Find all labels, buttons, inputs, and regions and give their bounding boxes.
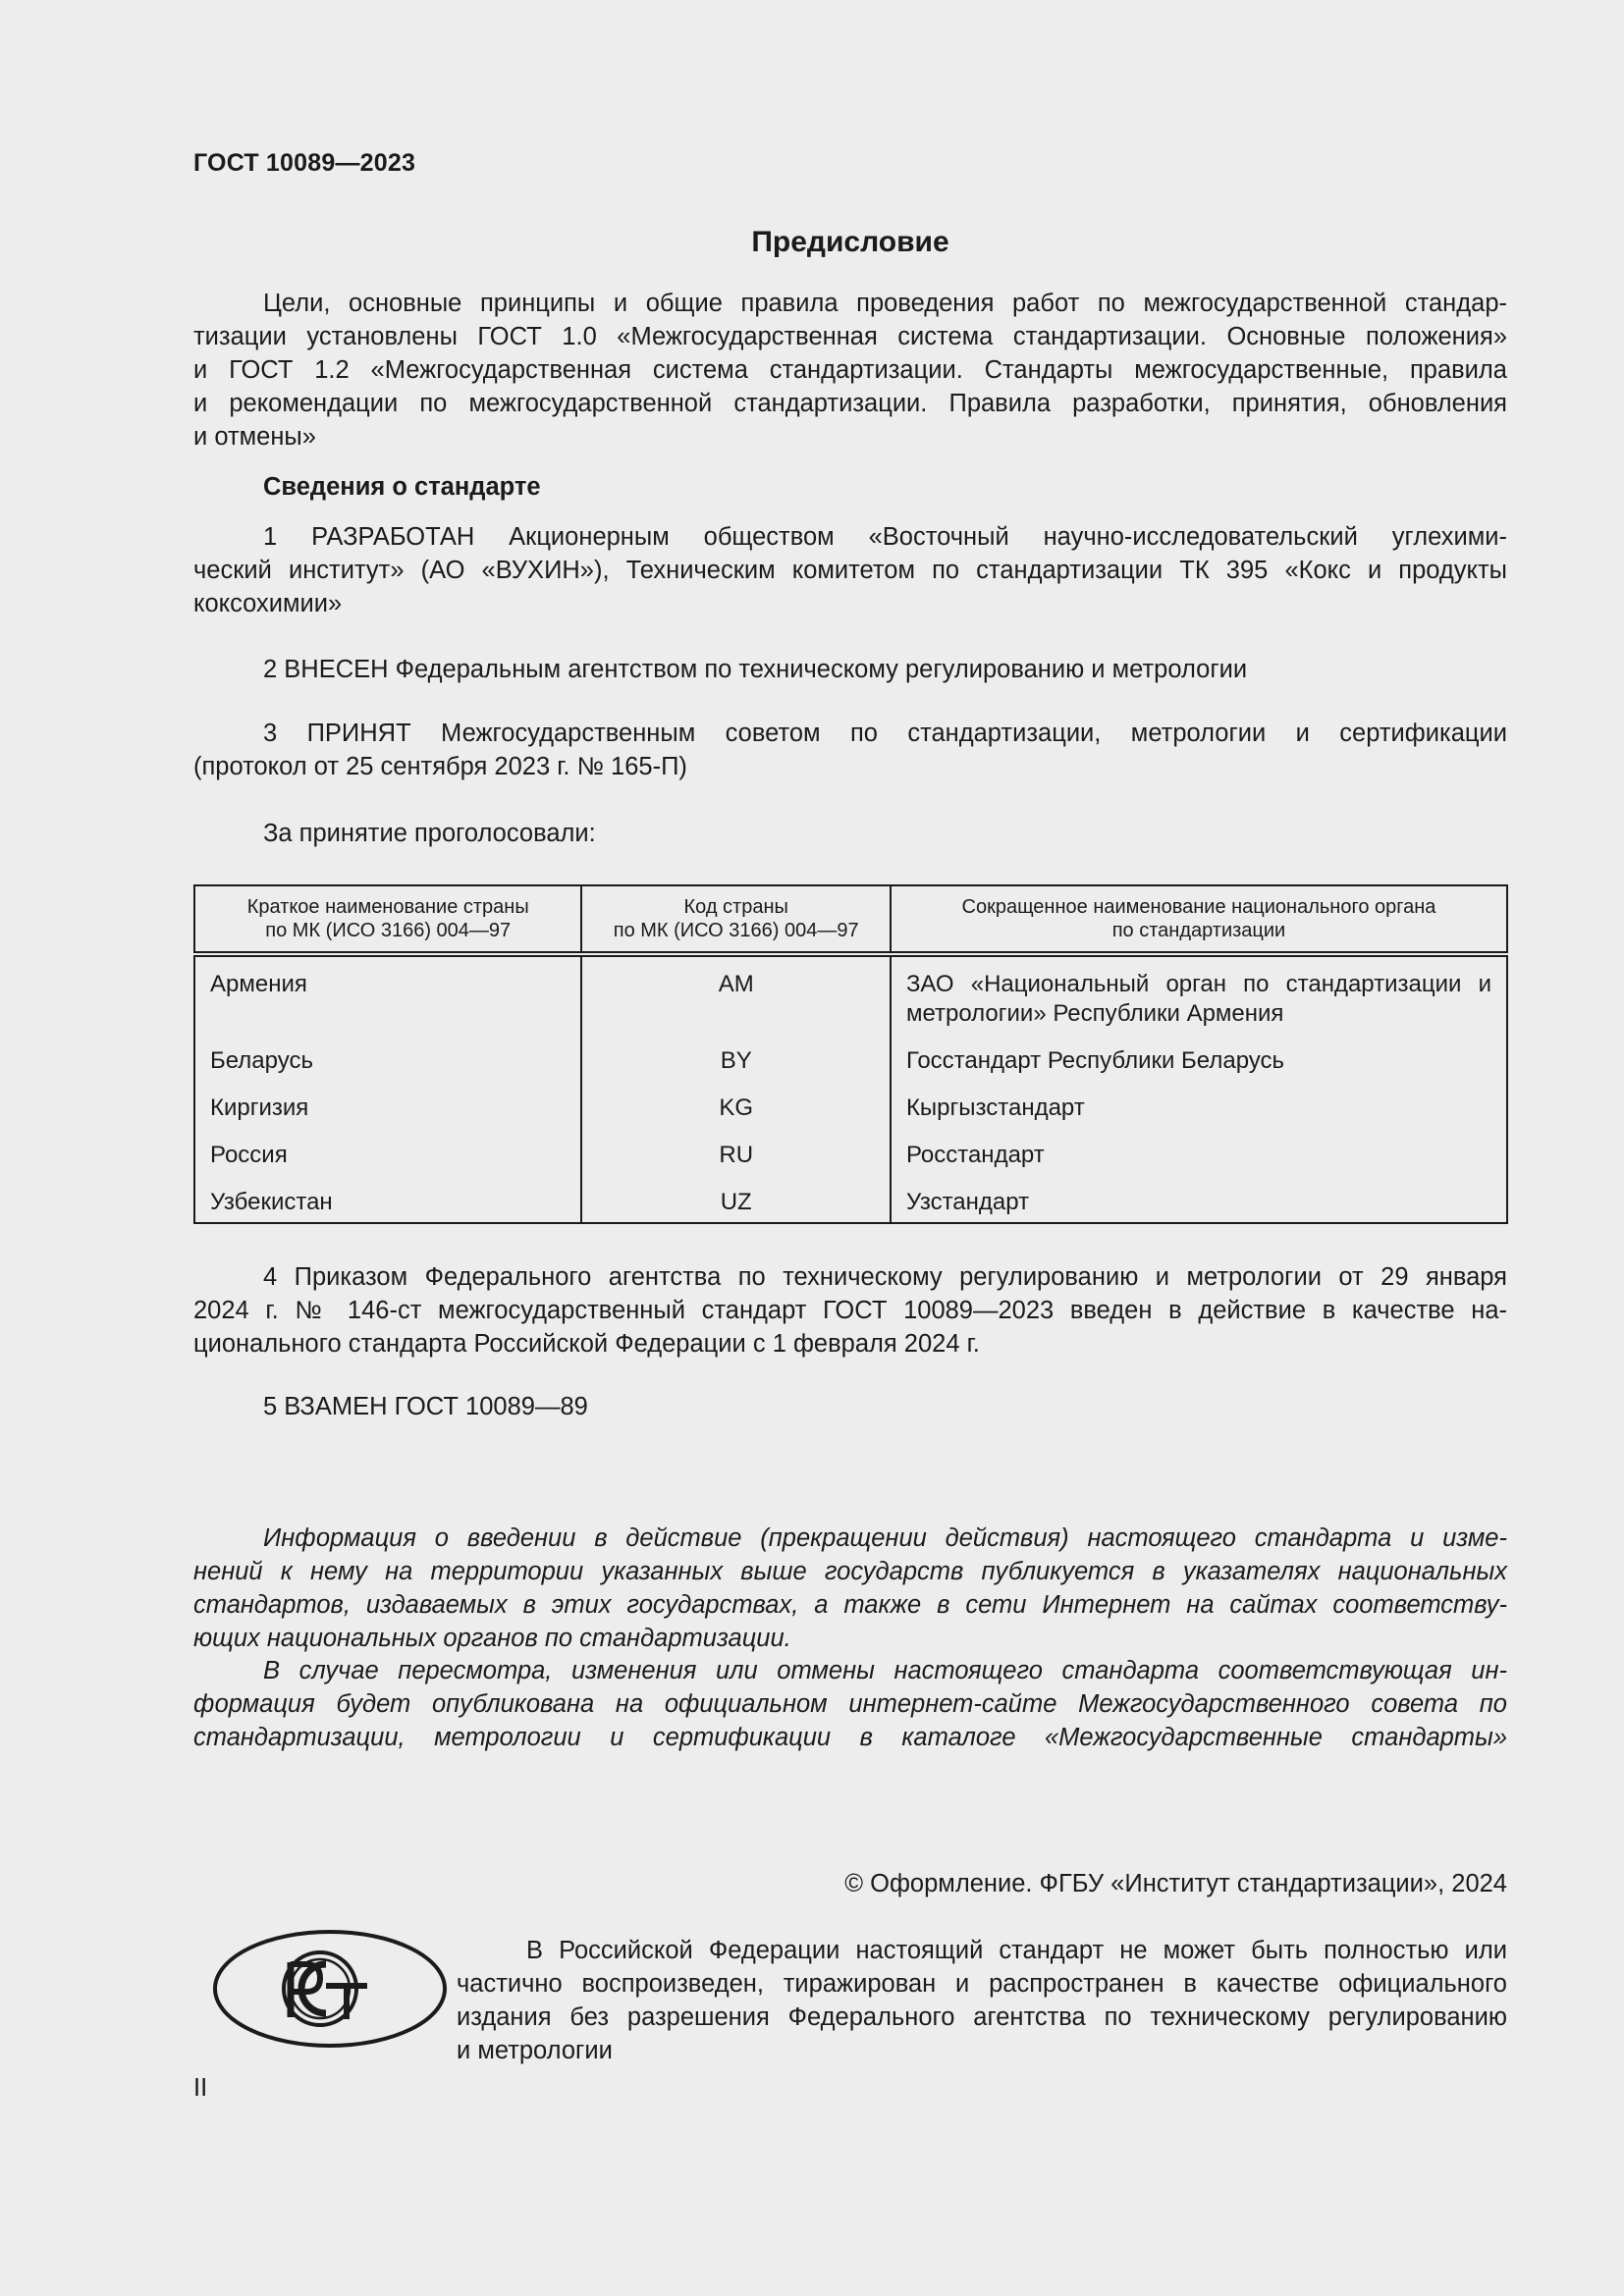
table-row	[194, 1038, 1507, 1085]
cell-body: ЗАО «Национальный орган по стандартизации и метрологии» Республики Армения	[891, 954, 1507, 1038]
document-id: ГОСТ 10089—2023	[193, 149, 416, 177]
cell-code: UZ	[581, 1179, 890, 1223]
cell-code: BY	[581, 1038, 890, 1085]
header-country: Краткое наименование страны по МК (ИСО 3166) 004—97	[194, 885, 581, 954]
table-header-row	[194, 885, 1507, 954]
cell-code: AM	[581, 954, 890, 1038]
cell-body: Госстандарт Республики Беларусь	[891, 1038, 1507, 1085]
notice-paragraph-2: В случае пересмотра, изменения или отмены настоящего стандарта соответствующая ин- формация будет опубликована на официальном интернет-сайте Межгосударственного совета по стандартизации, метрологии и сертификации в каталоге «Межгосударственные стандарты»	[193, 1657, 1507, 1751]
cell-body: Узстандарт	[891, 1179, 1507, 1223]
item-4: 4 Приказом Федерального агентства по техническому регулированию и метрологии от 29 января 2024 г. № 146-ст межгосударственный стандарт ГОСТ 10089—2023 введен в действие в качестве на- ционального стандарта Российской Федерации с 1 февраля 2024 г.	[193, 1263, 1507, 1358]
voted-label: За принятие проголосовали:	[263, 820, 596, 847]
table-row	[194, 1179, 1507, 1223]
item-3: 3 ПРИНЯТ Межгосударственным советом по стандартизации, метрологии и сертификации (протокол от 25 сентября 2023 г. № 165-П)	[193, 720, 1507, 780]
header-body: Сокращенное наименование национального органа по стандартизации	[891, 885, 1507, 954]
table-row	[194, 1085, 1507, 1132]
cell-country: Беларусь	[194, 1038, 581, 1085]
voting-table	[193, 884, 1508, 1224]
cell-code: KG	[581, 1085, 890, 1132]
table-row	[194, 1132, 1507, 1179]
cell-country: Армения	[194, 954, 581, 1038]
copyright: © Оформление. ФГБУ «Институт стандартизации», 2024	[844, 1870, 1507, 1897]
table-row	[194, 954, 1507, 1038]
item-5: 5 ВЗАМЕН ГОСТ 10089—89	[263, 1393, 588, 1420]
cell-body: Росстандарт	[891, 1132, 1507, 1179]
cell-country: Узбекистан	[194, 1179, 581, 1223]
standard-info-heading: Сведения о стандарте	[263, 473, 541, 501]
item-1: 1 РАЗРАБОТАН Акционерным обществом «Восточный научно-исследовательский углехими- ческий институт» (АО «ВУХИН»), Техническим комитетом по стандартизации ТК 395 «Кокс и продукты коксохимии»	[193, 523, 1507, 617]
item-2: 2 ВНЕСЕН Федеральным агентством по техническому регулированию и метрологии	[263, 656, 1248, 683]
notice-paragraph-1: Информация о введении в действие (прекращении действия) настоящего стандарта и изме- нений к нему на территории указанных выше государств публикуется в указателях национальных стандартов, издаваемых в этих государствах, а также в сети Интернет на сайтах соответству- ющих национальных органов по стандартизации.	[193, 1524, 1507, 1652]
reproduction-notice: В Российской Федерации настоящий стандарт не может быть полностью или частично воспроизведен, тиражирован и распространен в качестве официального издания без разрешения Федерального агентства по техническому регулированию и метрологии	[457, 1937, 1507, 2064]
cell-code: RU	[581, 1132, 890, 1179]
cell-country: Киргизия	[194, 1085, 581, 1132]
cell-body: Кыргызстандарт	[891, 1085, 1507, 1132]
cell-country: Россия	[194, 1132, 581, 1179]
rst-certification-mark-icon	[210, 1927, 450, 2056]
intro-paragraph: Цели, основные принципы и общие правила проведения работ по межгосударственной стандар- тизации установлены ГОСТ 1.0 «Межгосударственная система стандартизации. Основные положения» и ГОСТ 1.2 «Межгосударственная система стандартизации. Стандарты межгосударственные, правила и рекомендации по межгосударственной стандартизации. Правила разработки, принятия, обновления и отмены»	[193, 290, 1507, 451]
section-title: Предисловие	[751, 226, 949, 258]
page-number: II	[193, 2074, 208, 2102]
header-code: Код страны по МК (ИСО 3166) 004—97	[581, 885, 890, 954]
